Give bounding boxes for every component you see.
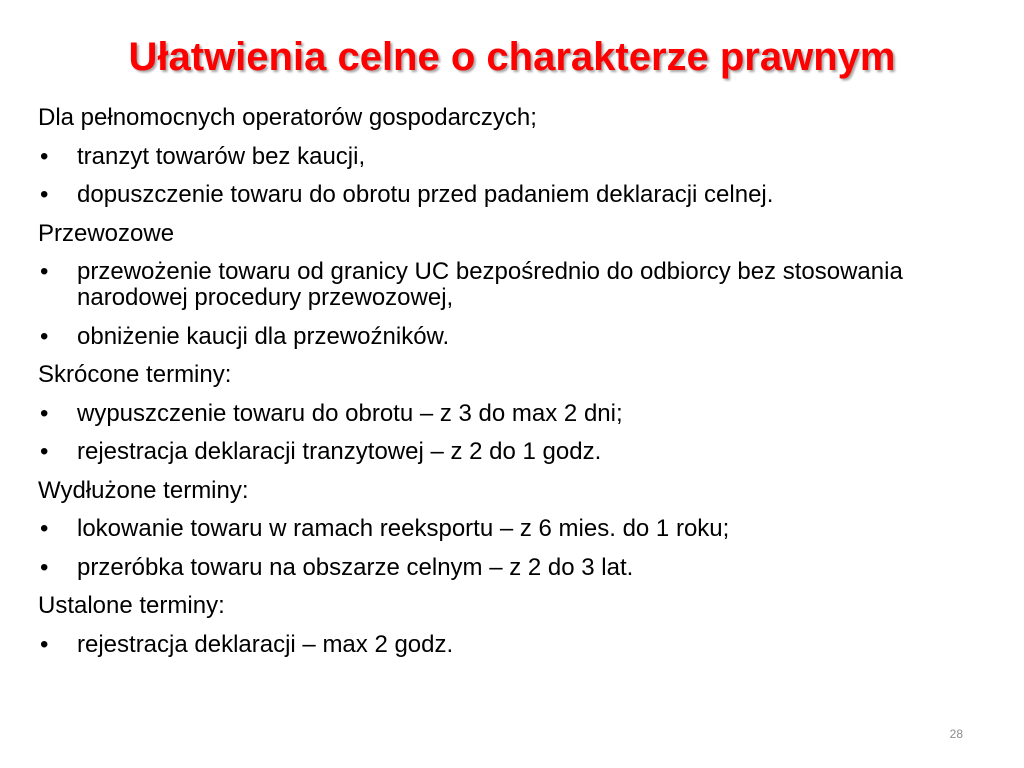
bullet-item [38,516,998,542]
bullet-item [38,401,998,427]
bullet-item [38,144,998,170]
bullet-item [38,555,998,581]
bullet-text: przeróbka towaru na obszarze celnym – z 2 do 3 lat. [77,553,634,581]
bullet-glyph: • [40,553,49,581]
page-number: 28 [949,727,963,741]
section-heading: Ustalone terminy: [38,592,225,619]
bullet-text: tranzyt towarów bez kaucji, [77,142,366,170]
bullet-glyph: • [40,630,49,658]
bullet-item [38,259,998,311]
bullet-glyph: • [40,258,49,285]
bullet-text: dopuszczenie towaru do obrotu przed padaniem deklaracji celnej. [77,181,774,208]
section-heading: Skrócone terminy: [38,361,232,388]
bullet-glyph: • [40,399,49,427]
bullet-glyph: • [40,438,49,465]
bullet-item [38,182,998,208]
slide-content [38,105,998,670]
section-heading: Przewozowe [38,219,175,247]
bullet-glyph: • [40,322,49,350]
bullet-text: wypuszczenie towaru do obrotu – z 3 do max 2 dni; [77,399,623,427]
bullet-item [38,632,998,658]
bullet-text: przewożenie towaru od granicy UC bezpośrednio do odbiorcy bez stosowania narodowej procedury przewozowej, [77,258,903,311]
bullet-text: rejestracja deklaracji tranzytowej – z 2 do 1 godz. [77,438,602,465]
bullet-item [38,324,998,350]
bullet-text: lokowanie towaru w ramach reeksportu – z 6 mies. do 1 roku; [77,515,730,542]
section-heading: Dla pełnomocnych operatorów gospodarczych; [38,104,537,131]
bullet-text: obniżenie kaucji dla przewoźników. [77,322,450,350]
bullet-glyph: • [40,142,49,170]
bullet-text: rejestracja deklaracji – max 2 godz. [77,630,454,658]
bullet-glyph: • [40,515,49,542]
bullet-glyph: • [40,181,49,208]
section-heading: Wydłużone terminy: [38,476,249,504]
bullet-item [38,439,998,465]
slide-title: Ułatwienia celne o charakterze prawnym [128,35,896,79]
